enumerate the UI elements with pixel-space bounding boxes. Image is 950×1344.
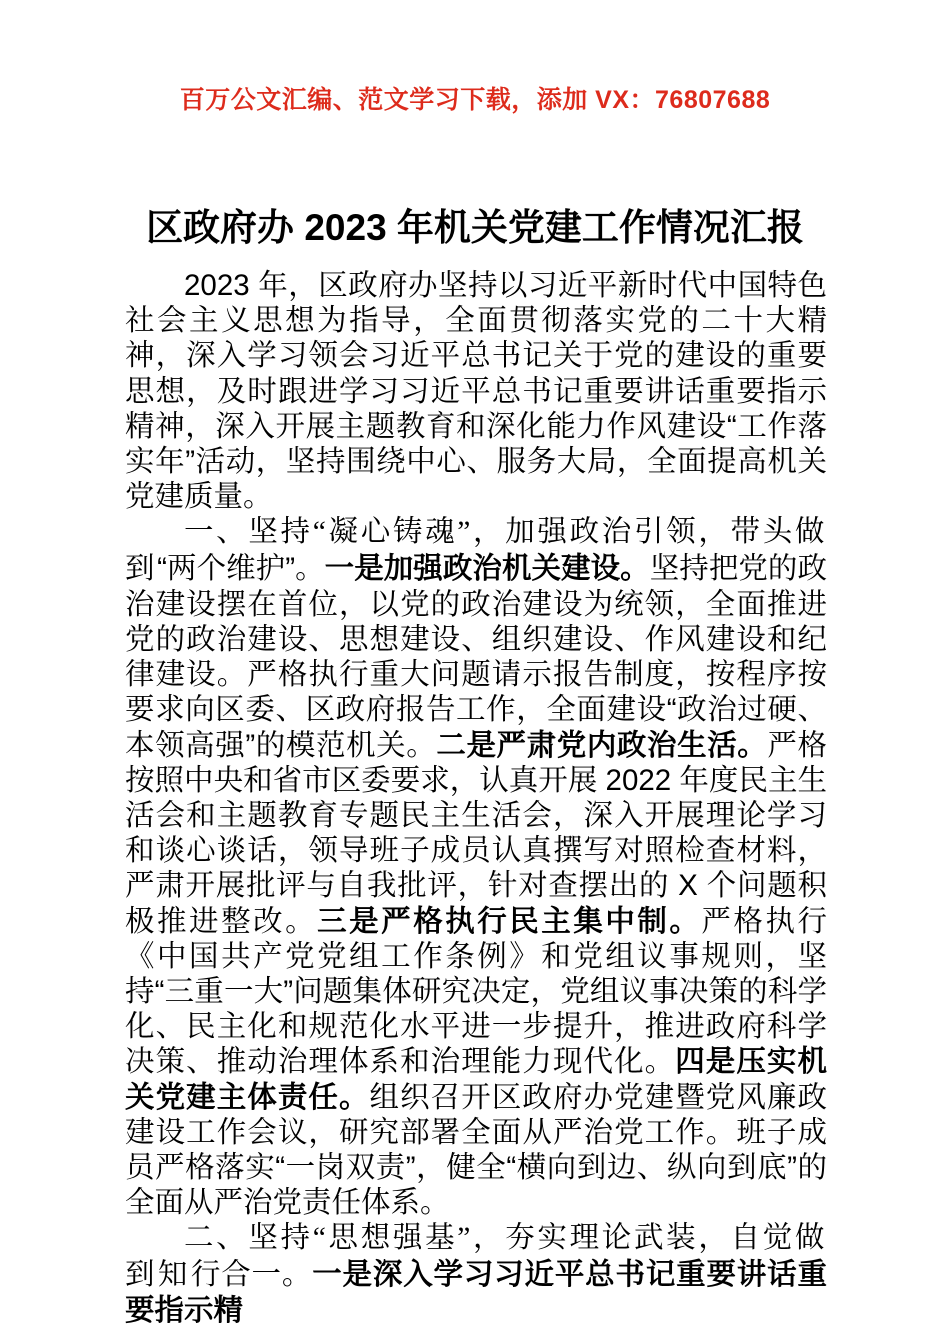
paragraph-section-one: [125, 514, 827, 1220]
section-heading-run: 二、坚持“思想强基”，夯实理论武装，自觉做到知: [125, 1222, 827, 1291]
watermark-promo-text: 百万公文汇编、范文学习下载，添加 VX：76807688: [179, 86, 771, 114]
document-body: [125, 268, 827, 1328]
body-text-run: 组织召开区政府办党建暨党风廉政建设工作会议，研究部署全面从严治党工作。班子成员严格落实“一岗双责”，健全“横向到边、纵向到底”的全面从严治党责任体系。: [125, 1080, 827, 1220]
paragraph-section-two: [125, 1220, 827, 1328]
bold-lead-run: 三是严格执行民主集中制。: [317, 904, 702, 938]
section-heading-run: 一、坚持“凝心铸魂”，加强政治引领，带头做到: [125, 516, 827, 585]
bold-lead-run: 一是深入学习习近平总书记重要讲话重要指示精: [125, 1257, 827, 1327]
body-text-run: 严格执行《中国共产党党组工作条例》和党组议事规则，坚持“三重一大”问题集体研究决定，党组议事决策的科学化、民主化和规范化水平进一步提升，推进政府科学决策、推动治理体系和治理能力现代化。: [125, 904, 827, 1079]
body-text-run: “两个维护”。: [157, 551, 325, 585]
bold-lead-run: 一是加强政治机关建设。: [324, 551, 650, 585]
body-text-run: 坚持把党的政治建设摆在首位，以党的政治建设为统领，全面推进党的政治建设、思想建设、组织建设、作风建设和纪律建设。严格执行重大问题请示报告制度，按程序按要求向区委、区政府报告工作，全面建设“政治过硬、本领高强”的模范机关。: [125, 551, 827, 762]
bold-lead-run: 二是严肃党内政治生活。: [436, 728, 768, 762]
body-text-run: 2023 年，区政府办坚持以习近平新时代中国特色社会主义思想为指导，全面贯彻落实党的二十大精神，深入学习领会习近平总书记关于党的建设的重要思想，及时跟进学习习近平总书记重要讲话重要指示精神，深入开展主题教育和深化能力作风建设“工作落实年”活动，坚持围绕中心、服务大局，全面提高机关党建质量。: [125, 269, 827, 514]
bold-lead-run: 四是压实机关党建主体责任。: [125, 1045, 827, 1114]
body-text-run: 严格按照中央和省市区委要求，认真开展 2022 年度民主生活会和主题教育专题民主生活会，深入开展理论学习和谈心谈话，领导班子成员认真撰写对照检查材料，严肃开展批评与自我批评，针对查摆出的 X 个问题积极推进整改。: [125, 728, 827, 938]
body-text-run: 行合一。: [190, 1257, 313, 1291]
paragraph-intro: [125, 268, 827, 514]
page-title: 区政府办 2023 年机关党建工作情况汇报: [146, 206, 804, 248]
